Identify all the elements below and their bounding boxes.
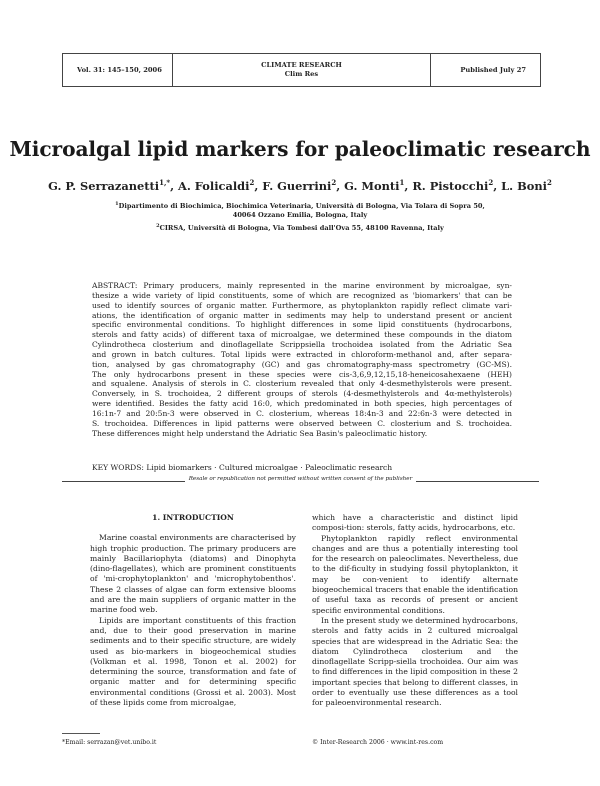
author-name: F. Guerrini (262, 179, 332, 193)
right-column (312, 513, 518, 709)
abstract-line: Conversely, in S. trochoidea, 2 different groups of sterols (4-desmethylsterols and 4α-methylsterols) (92, 389, 512, 399)
journal-name: CLIMATE RESEARCH (261, 60, 342, 69)
author-name: L. Boni (501, 179, 547, 193)
copyright-notice: © Inter-Research 2006 · www.int-res.com (312, 739, 444, 746)
abstract-line: tion, analysed by gas chromatography (GC) and gas chromatography-mass spectrometry (GC-MS). (92, 359, 512, 369)
abstract-line: ations, the identification of organic matter in sediments may help to understand present or ancient (92, 310, 512, 320)
abstract-line: sterols and fatty acids) of different taxa of microalgae, we determined these compounds in the diatom (92, 330, 512, 340)
author-separator: , (254, 179, 263, 193)
abstract-line: and grown in batch cultures. Total lipids were extracted in chloroform-methanol and, after separa- (92, 349, 512, 359)
journal-name-block (173, 54, 430, 86)
rights-notice: Resale or republication not permitted without written consent of the publisher (185, 476, 417, 482)
author-affiliation-marker: 2 (546, 178, 552, 188)
abstract-line: were identified. Besides the fatty acid 16:0, which predominated in both species, high percentages of (92, 399, 512, 409)
author-name: R. Pistocchi (412, 179, 489, 193)
author-separator: , (336, 179, 345, 193)
author-affiliation-marker: 1 (399, 178, 405, 188)
left-column (90, 513, 296, 708)
abstract-line: and squalene. Analysis of sterols in C. closterium revealed that only 4-desmethylsterols were present. (92, 379, 512, 389)
author-name: G. Monti (344, 179, 400, 193)
affiliation-1-line2: 40064 Ozzano Emilia, Bologna, Italy (232, 211, 368, 219)
author-separator: , (170, 179, 179, 193)
author-name: A. Folicaldi (178, 179, 250, 193)
abstract-line: thesize a wide variety of lipid constituents, some of which are recognized as 'biomarkers' that can be (92, 290, 512, 300)
abstract-line: Cylindrotheca closterium and dinoflagellate Scrippsiella trochoidea isolated from the Adriatic Sea (92, 340, 512, 350)
body-paragraph: Lipids are important constituents of this fraction and, due to their good preservation in marine sediments and to their specific structure, are widely used as bio-markers in biogeochemical studies (Volkman et al. 1998, Tonon et al. 2002) for determining the source, transformation and fate of organic matter and for determining specific environmental conditions (Grossi et al. 2003). Most of these lipids come from microalgae, (90, 615, 296, 708)
author-affiliation-marker: 2 (331, 178, 337, 188)
author-affiliation-marker: 2 (249, 178, 255, 188)
abstract-line: The only hydrocarbons present in these species were cis-3,6,9,12,15,18-heneicosahexaene (HEH) (92, 369, 512, 379)
keywords: KEY WORDS: Lipid biomarkers · Cultured microalgae · Paleoclimatic research (92, 463, 393, 472)
rights-notice-wrap (62, 476, 539, 482)
paper-title: Microalgal lipid markers for paleoclimatic research (9, 137, 591, 161)
author-separator: , (493, 179, 502, 193)
author-affiliation-marker: 2 (488, 178, 494, 188)
affiliation-2 (0, 224, 600, 233)
affiliation-2-marker: 2 (156, 222, 160, 229)
affiliation-1 (0, 202, 600, 220)
abstract-line: used to identify sources of organic matter. Furthermore, as phytoplankton rapidly reflect climate vari- (92, 300, 512, 310)
body-paragraph: which have a characteristic and distinct lipid composi-tion: sterols, fatty acids, hydrocarbons, etc. (312, 513, 518, 533)
footnote-rule (62, 733, 100, 734)
abstract (92, 281, 512, 439)
footnote-email: *Email: serrazan@vet.unibo.it (62, 739, 157, 746)
abstract-line: These differences might help understand the Adriatic Sea Basin's paleoclimatic history. (92, 428, 428, 438)
affiliation-1-marker: 1 (115, 200, 119, 207)
abstract-line: specific environmental conditions. To highlight differences in some lipid constituents (hydrocarbons, (92, 320, 512, 330)
abstract-line: S. trochoidea. Differences in lipid patterns were observed between C. closterium and S. trochoidea. (92, 418, 512, 428)
body-paragraph: Marine coastal environments are characterised by high trophic production. The primary producers are mainly Bacillariophyta (diatoms) and Dinophyta (dino-flagellates), which are prominent constituents of 'mi-crophytoplankton' and 'microphytobenthos'. These 2 classes of algae can form extensive blooms and are the main suppliers of organic matter in the marine food web. (90, 533, 296, 615)
author-separator: , (404, 179, 413, 193)
author-list (0, 179, 600, 193)
affiliation-1-line1: Dipartimento di Biochimica, Biochimica Veterinaria, Università di Bologna, Via Tolara di Sopra 50, (118, 202, 485, 210)
journal-header (62, 53, 541, 87)
body-paragraph: In the present study we determined hydrocarbons, sterols and fatty acids in 2 cultured microalgal species that are widespread in the Adriatic Sea: the diatom Cylindrotheca closterium and the dinoflagellate Scripp-siella trochoidea. Our aim was to find differences in the lipid composition in these 2 important species that belong to different classes, in order to eventually use these differences as a tool for paleoenvironmental research. (312, 615, 519, 708)
journal-abbreviation: Clim Res (284, 70, 319, 78)
abstract-line: ABSTRACT: Primary producers, mainly represented in the marine environment by microalgae, syn- (92, 281, 512, 290)
volume-info: Vol. 31: 145–150, 2006 (63, 54, 173, 86)
publication-date: Published July 27 (430, 54, 540, 86)
author-name: G. P. Serrazanetti (48, 179, 160, 193)
abstract-line: 16:1n-7 and 20:5n-3 were observed in C. closterium, whereas 18:4n-3 and 22:6n-3 were detected in (92, 408, 512, 418)
author-affiliation-marker: 1,* (159, 178, 171, 188)
section-heading-introduction: 1. INTRODUCTION (152, 513, 234, 522)
body-paragraph: Phytoplankton rapidly reflect environmental changes and are thus a potentially interesting tool for the research on paleoclimates. Nevertheless, due to the dif-ficulty in studying fossil phytoplankton, it may be con-venient to identify alternate biogeochemical tracers that enable the identification of useful taxa as records of present or ancient specific environmental conditions. (312, 533, 518, 615)
affiliation-2-line1: CIRSA, Università di Bologna, Via Tombesi dall'Ova 55, 48100 Ravenna, Italy (159, 224, 444, 232)
